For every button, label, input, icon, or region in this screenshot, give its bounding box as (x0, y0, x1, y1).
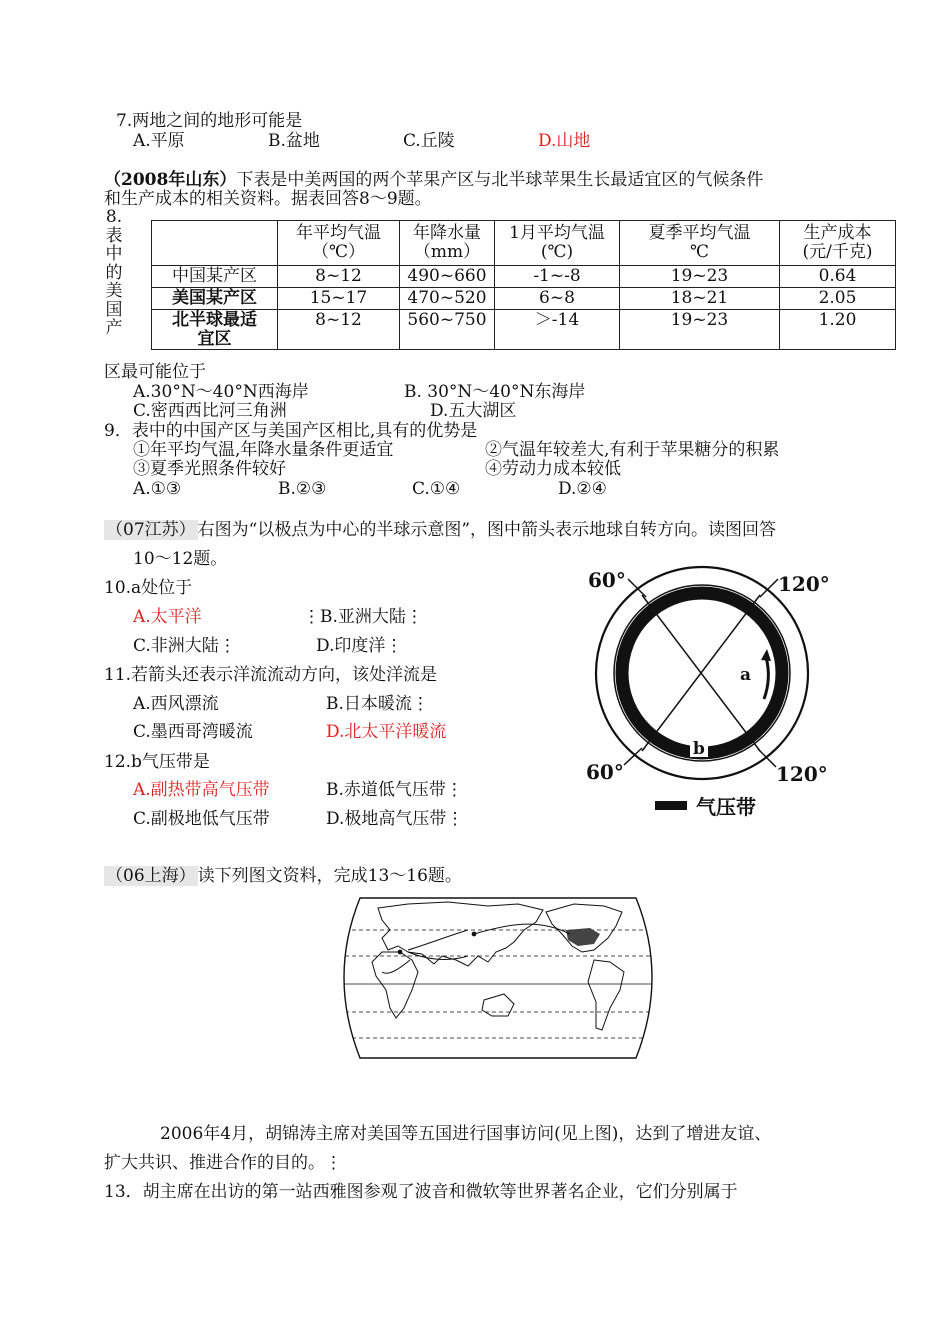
climate-table (151, 220, 896, 350)
table-header-cell (152, 221, 278, 266)
source-tag: （2008年山东） (104, 170, 237, 190)
table-cell: 560~750 (400, 310, 495, 350)
q9-stem: 9．表中的中国产区与美国产区相比,具有的优势是 (104, 421, 478, 441)
q9-option-c: C.①④ (412, 479, 461, 499)
q12-option-a: A.副热带高气压带 (133, 780, 270, 800)
pressure-belt-ring (622, 593, 782, 753)
table-cell: -1~-8 (495, 266, 620, 288)
source-tag: （06上海） (106, 866, 196, 886)
q11-option-c: C.墨西哥湾暖流 (133, 722, 253, 742)
q7-option-d: D.山地 (538, 131, 591, 151)
table-cell: 0.64 (780, 266, 896, 288)
table-cell: 1.20 (780, 310, 896, 350)
table-row (152, 266, 896, 288)
table-header-cell: 夏季平均气温 ℃ (620, 221, 780, 266)
table-cell: 6~8 (495, 288, 620, 310)
intro-shanghai (104, 866, 462, 886)
table-cell: 490~660 (400, 266, 495, 288)
table-row (152, 310, 896, 350)
q7-option-c: C.丘陵 (403, 131, 455, 151)
table-cell: 19~23 (620, 266, 780, 288)
q10-stem: 10.a处位于 (104, 578, 193, 598)
q10-option-b: ⋮B.亚洲大陆⋮ (303, 607, 423, 627)
intro-text: 读下列图文资料，完成13～16题。 (197, 866, 462, 886)
q12-option-d: D.极地高气压带⋮ (326, 809, 464, 829)
q9-point-4: ④劳动力成本较低 (485, 459, 621, 479)
q9-point-1: ①年平均气温,年降水量条件更适宜 (133, 440, 394, 460)
q10-option-c: C.非洲大陆⋮ (133, 636, 236, 656)
table-cell: 8~12 (278, 310, 400, 350)
table-cell: 18~21 (620, 288, 780, 310)
legend-swatch (655, 801, 687, 810)
label-120-bottom-right: 120° (776, 762, 828, 786)
table-cell: ＞-14 (495, 310, 620, 350)
table-header-cell: 1月平均气温 (℃) (495, 221, 620, 266)
table-header-cell: 生产成本 (元/千克) (780, 221, 896, 266)
q9-option-d: D.②④ (558, 479, 607, 499)
q8-option-a: A.30°N～40°N西海岸 (133, 382, 309, 402)
q12-option-c: C.副极地低气压带 (133, 809, 270, 829)
intro-jiangsu-line1 (104, 520, 776, 540)
table-cell: 8~12 (278, 266, 400, 288)
intro-shandong-line1 (104, 170, 763, 190)
table-header-cell: 年降水量 （mm） (400, 221, 495, 266)
table-cell: 中国某产区 (152, 266, 278, 288)
q10-option-d: D.印度洋⋮ (316, 636, 403, 656)
q12-stem: 12.b气压带是 (104, 752, 210, 772)
passage-line1: 2006年4月，胡锦涛主席对美国等五国进行国事访问(见上图)，达到了增进友谊、 (160, 1124, 772, 1144)
rotation-arrow (764, 657, 768, 699)
source-tag: （07江苏） (106, 520, 196, 540)
q8-option-b: B. 30°N～40°N东海岸 (404, 382, 586, 402)
q9-point-2: ②气温年较差大,有利于苹果糖分的积累 (485, 440, 780, 460)
passage-line2: 扩大共识、推进合作的目的。⋮ (104, 1153, 342, 1173)
q8-option-c: C.密西西比河三角洲 (133, 401, 287, 421)
polar-hemisphere-figure (580, 565, 840, 830)
q7-option-a: A.平原 (133, 131, 185, 151)
q9-option-b: B.②③ (278, 479, 327, 499)
q7-stem: 7.两地之间的地形可能是 (116, 111, 303, 131)
q11-option-b: B.日本暖流⋮ (326, 694, 429, 714)
table-cell: 15~17 (278, 288, 400, 310)
q9-option-a: A.①③ (133, 479, 182, 499)
q9-point-3: ③夏季光照条件较好 (133, 459, 286, 479)
table-cell: 2.05 (780, 288, 896, 310)
table-cell: 19~23 (620, 310, 780, 350)
intro-jiangsu-line2: 10～12题。 (133, 549, 228, 569)
legend-label: 气压带 (696, 795, 756, 819)
label-120-top-right: 120° (778, 572, 830, 596)
table-cell: 美国某产区 (152, 288, 278, 310)
intro-shandong-line2: 和生产成本的相关资料。据表回答8～9题。 (104, 189, 432, 209)
label-60-top-left: 60° (588, 568, 626, 592)
q8-stem-tail: 区最可能位于 (104, 362, 206, 382)
intro-text: 右图为“以极点为中心的半球示意图”，图中箭头表示地球自转方向。读图回答 (197, 520, 777, 540)
q13-stem: 13．胡主席在出访的第一站西雅图参观了波音和微软等世界著名企业，它们分别属于 (104, 1182, 738, 1202)
q11-stem: 11.若箭头还表示洋流流动方向，该处洋流是 (104, 665, 438, 685)
table-cell: 470~520 (400, 288, 495, 310)
table-header-cell: 年平均气温 （℃） (278, 221, 400, 266)
q7-option-b: B.盆地 (268, 131, 320, 151)
label-60-bottom-left: 60° (586, 760, 624, 784)
table-row (152, 288, 896, 310)
q11-option-a: A.西风漂流 (133, 694, 219, 714)
q8-option-d: D.五大湖区 (430, 401, 517, 421)
label-b: b (693, 739, 705, 759)
q8-vertical-text: 8.表中的美国产 (105, 207, 123, 338)
table-cell: 北半球最适 宜区 (152, 310, 278, 350)
intro-text: 下表是中美两国的两个苹果产区与北半球苹果生长最适宜区的气候条件 (236, 170, 764, 190)
q11-option-d: D.北太平洋暖流 (326, 722, 447, 742)
label-a: a (740, 665, 752, 685)
q10-option-a: A.太平洋 (133, 607, 202, 627)
q12-option-b: B.赤道低气压带⋮ (326, 780, 463, 800)
world-map-figure (338, 890, 658, 1065)
table-header-row (152, 221, 896, 266)
